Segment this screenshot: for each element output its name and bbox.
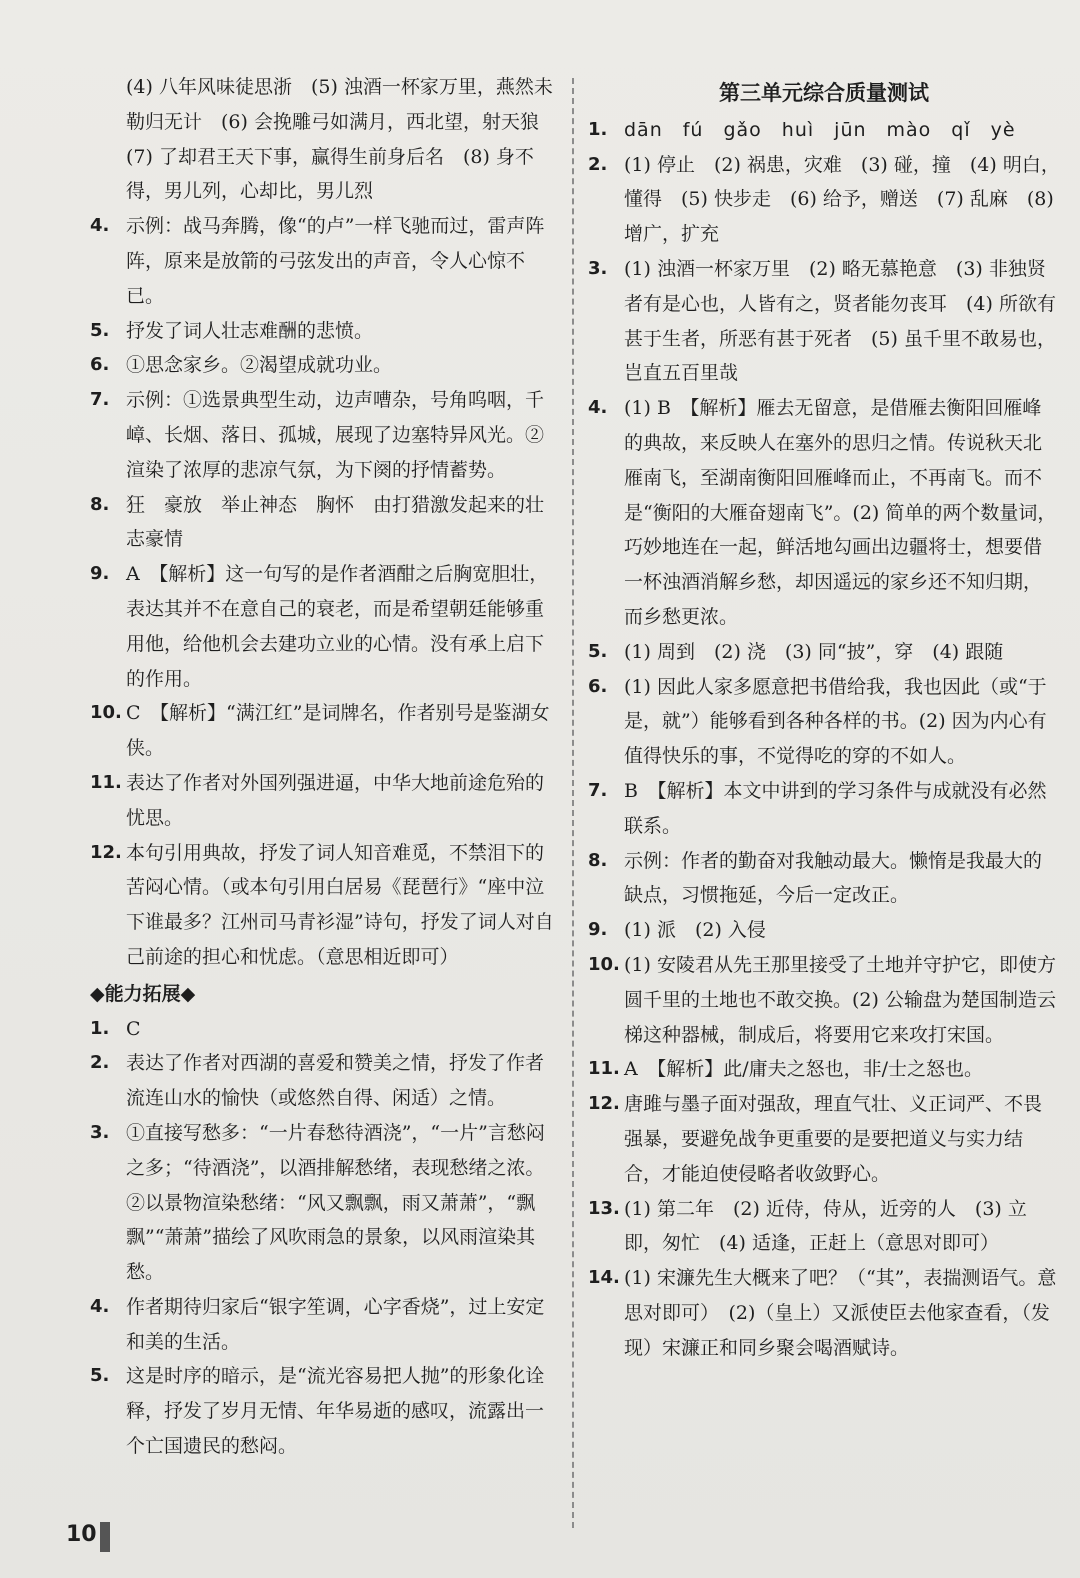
answer-item [588, 913, 1060, 948]
page-number-bar [100, 1522, 110, 1552]
answer-item [90, 348, 560, 383]
answer-number: 10. [90, 702, 122, 724]
answer-item [588, 670, 1060, 774]
answer-number: 4. [90, 1295, 110, 1317]
answer-text: 作者期待归家后“银字笙调，心字香烧”，过上安定和美的生活。 [126, 1295, 545, 1353]
answer-number: 5. [588, 640, 608, 662]
answer-text: C 【解析】“满江红”是词牌名，作者别号是鉴湖女侠。 [126, 702, 550, 760]
answer-text: 表达了作者对西湖的喜爱和赞美之情，抒发了作者流连山水的愉快（或悠然自得、闲适）之情。 [126, 1052, 545, 1110]
answer-item [90, 1290, 560, 1360]
answer-text: 本句引用典故，抒发了词人知音难觅，不禁泪下的苦闷心情。（或本句引用白居易《琵琶行》“座中泣下谁最多？江州司马青衫湿”诗句，抒发了词人对自己前途的担心和忧虑。（意思相近即可） [126, 841, 554, 968]
answer-number: 4. [588, 397, 608, 419]
answer-item [588, 1087, 1060, 1191]
answer-number: 11. [588, 1058, 620, 1080]
answer-number: 12. [588, 1093, 620, 1115]
answer-number: 1. [588, 118, 608, 140]
answer-item [90, 209, 560, 313]
answer-text: 狂 豪放 举止神态 胸怀 由打猎激发起来的壮志豪情 [126, 493, 545, 551]
answer-item [90, 1359, 560, 1463]
answer-text: A 【解析】这一句写的是作者酒酣之后胸宽胆壮，表达其并不在意自己的衰老，而是希望朝廷能够重用他，给他机会去建功立业的心情。没有承上启下的作用。 [126, 563, 549, 690]
page-number: 10 [66, 1522, 97, 1547]
answer-item [588, 1192, 1060, 1262]
answer-number: 9. [90, 563, 110, 585]
answer-number: 13. [588, 1197, 620, 1219]
answer-item [90, 314, 560, 349]
answer-text: (4) 八年风味徒思浙 (5) 浊酒一杯家万里，燕然未勒归无计 (6) 会挽雕弓如满月，西北望，射天狼 (7) 了却君王天下事，赢得生前身后名 (8) 身不得，男儿列，心却比，男儿烈 [126, 76, 558, 203]
answer-text: (1) 周到 (2) 浇 (3) 同“披”，穿 (4) 跟随 [624, 640, 1004, 663]
answer-item [588, 391, 1060, 635]
answer-item [588, 948, 1060, 1052]
right-answer-list [588, 113, 1060, 1366]
answer-item [90, 70, 560, 209]
answer-text: 表达了作者对外国列强进逼，中华大地前途危殆的忧思。 [126, 771, 545, 829]
answer-number: 4. [90, 215, 110, 237]
answer-item [90, 383, 560, 487]
unit-test-title: 第三单元综合质量测试 [719, 81, 929, 105]
answer-number: 6. [588, 675, 608, 697]
answer-text: (1) 因此人家多愿意把书借给我，我也因此（或“于是，就”）能够看到各种各样的书。(2) 因为内心有值得快乐的事，不觉得吃的穿的不如人。 [624, 675, 1047, 768]
answer-number: 12. [90, 841, 122, 863]
answer-text: C [126, 1017, 141, 1040]
answer-text: 示例：①选景典型生动，边声嘈杂，号角呜咽，千嶂、长烟、落日、孤城，展现了边塞特异风光。②渲染了浓厚的悲凉气氛，为下阕的抒情蓄势。 [126, 389, 545, 481]
answer-number: 14. [588, 1267, 620, 1289]
answer-text: 抒发了词人壮志难酬的悲愤。 [126, 319, 374, 342]
answer-item [588, 252, 1060, 391]
answer-item [90, 557, 560, 696]
answer-text: (1) 停止 (2) 祸患，灾难 (3) 碰，撞 (4) 明白，懂得 (5) 快步走 (6) 给予，赠送 (7) 乱麻 (8) 增广，扩充 [624, 153, 1060, 246]
answer-item [588, 1261, 1060, 1365]
answer-item [90, 1116, 560, 1290]
answer-text: (1) 安陵君从先王那里接受了土地并守护它，即使方圆千里的土地也不敢交换。(2) 公输盘为楚国制造云梯这种器械，制成后，将要用它来攻打宋国。 [624, 953, 1056, 1046]
answer-number: 7. [588, 779, 608, 801]
answer-number: 7. [90, 389, 110, 411]
ability-answer-list [90, 1012, 560, 1464]
right-column [588, 70, 1060, 1365]
answer-number: 2. [588, 153, 608, 175]
answer-number: 3. [588, 257, 608, 279]
answer-text: B 【解析】本文中讲到的学习条件与成就没有必然联系。 [624, 779, 1047, 837]
answer-number: 5. [90, 1365, 110, 1387]
answer-text: dān fú gǎo huì jūn mào qǐ yè [624, 118, 1016, 141]
left-column [90, 70, 560, 1464]
answer-number: 2. [90, 1052, 110, 1074]
answer-text: 唐雎与墨子面对强敌，理直气壮、义正词严、不畏强暴，要避免战争更重要的是要把道义与实力结合，才能迫使侵略者收敛野心。 [624, 1093, 1043, 1185]
answer-number: 10. [588, 953, 620, 975]
answer-text: (1) 第二年 (2) 近侍，侍从，近旁的人 (3) 立即，匆忙 (4) 适逢，正赶上（意思对即可） [624, 1197, 1027, 1255]
column-divider [572, 78, 574, 1528]
answer-item [588, 1052, 1060, 1087]
answer-text: (1) 宋濂先生大概来了吧？（“其”，表揣测语气。意思对即可） (2)（皇上）又派使臣去他家查看，（发现）宋濂正和同乡聚会喝酒赋诗。 [624, 1267, 1057, 1359]
answer-number: 8. [588, 849, 608, 871]
answer-text: 示例：作者的勤奋对我触动最大。懒惰是我最大的缺点，习惯拖延，今后一定改正。 [624, 849, 1043, 907]
answer-text: A 【解析】此/庸夫之怒也，非/士之怒也。 [624, 1058, 984, 1081]
answer-item [588, 774, 1060, 844]
answer-text: 示例：战马奔腾，像“的卢”一样飞驰而过，雷声阵阵，原来是放箭的弓弦发出的声音，令人心惊不已。 [126, 215, 545, 307]
answer-item [588, 148, 1060, 252]
answer-item [90, 1046, 560, 1116]
answer-number: 6. [90, 354, 110, 376]
answer-number: 8. [90, 493, 110, 515]
answer-item [90, 488, 560, 558]
answer-text: 这是时序的暗示，是“流光容易把人抛”的形象化诠释，抒发了岁月无情、年华易逝的感叹，流露出一个亡国遗民的愁闷。 [126, 1365, 545, 1458]
answer-item [588, 113, 1060, 148]
section-title-ability: ◆能力拓展◆ [90, 982, 196, 1005]
answer-number: 1. [90, 1017, 110, 1039]
answer-item [588, 844, 1060, 914]
answer-number: 3. [90, 1121, 110, 1143]
answer-item [90, 1012, 560, 1047]
answer-text: (1) 浊酒一杯家万里 (2) 略无慕艳意 (3) 非独贤者有是心也，人皆有之，贤者能勿丧耳 (4) 所欲有甚于生者，所恶有甚于死者 (5) 虽千里不敢易也，岂直五百里哉 [624, 257, 1056, 385]
answer-text: (1) B 【解析】雁去无留意，是借雁去衡阳回雁峰的典故，来反映人在塞外的思归之情。传说秋天北雁南飞，至湖南衡阳回雁峰而止，不再南飞。而不是“衡阳的大雁奋翅南飞”。(2) 简单的两个数量词，巧妙地连在一起，鲜活地勾画出边疆将士，想要借一杯浊酒消解乡愁，却因遥远的家乡还不知归期，而乡愁更浓。 [624, 397, 1057, 628]
answer-item [90, 836, 560, 975]
answer-text: ①直接写愁多：“一片春愁待酒浇”，“一片”言愁闷之多；“待酒浇”，以酒排解愁绪，表现愁绪之浓。②以景物渲染愁绪：“风又飘飘，雨又萧萧”，“飘飘”“萧萧”描绘了风吹雨急的景象，以风雨渲染其愁。 [126, 1121, 545, 1284]
answer-item [588, 635, 1060, 670]
answer-item [90, 696, 560, 766]
answer-number: 9. [588, 919, 608, 941]
left-answer-list [90, 70, 560, 975]
answer-text: ①思念家乡。②渴望成就功业。 [126, 354, 393, 377]
answer-text: (1) 派 (2) 入侵 [624, 919, 766, 942]
answer-number: 5. [90, 319, 110, 341]
answer-item [90, 766, 560, 836]
answer-number: 11. [90, 771, 122, 793]
